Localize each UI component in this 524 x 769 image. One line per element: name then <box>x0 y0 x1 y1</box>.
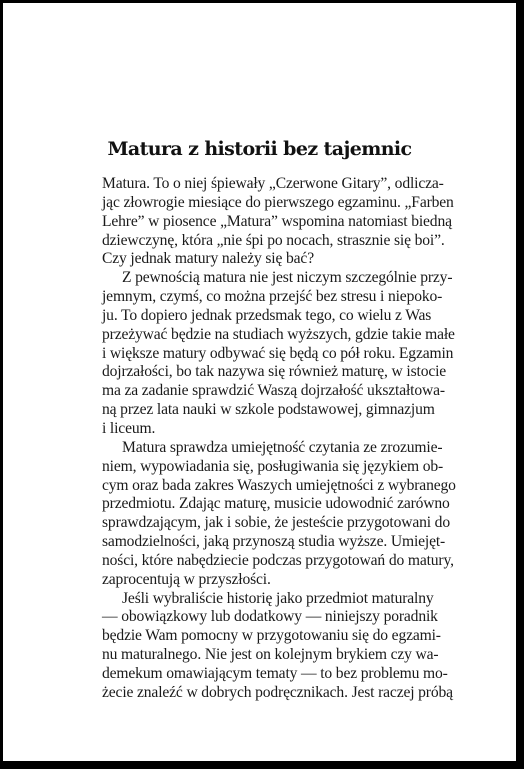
text-line: Jeśli wybraliście historię jako przedmiot maturalny <box>122 589 434 607</box>
text-line: żecie znaleźć w dobrych podręcznikach. Jest raczej próbą <box>102 683 453 701</box>
text-line: Matura. To o niej śpiewały „Czerwone Gitary”, odlicza- <box>102 175 444 192</box>
text-line: jemnym, czymś, co można przejść bez stresu i niepoko- <box>102 288 443 306</box>
text-line: ma za zadanie sprawdzić Waszą dojrzałość ukształtowa- <box>102 382 445 400</box>
text-line: ności, które nabędziecie podczas przygotowań do matury, <box>102 551 454 569</box>
text-line: dziewczynę, która „nie śpi po nocach, strasznie się boi”. <box>102 231 445 249</box>
text-line: Matura sprawdza umiejętność czytania ze zrozumie- <box>122 438 443 456</box>
text-line: zaprocentują w przyszłości. <box>102 570 271 588</box>
text-line: i liceum. <box>102 419 156 437</box>
text-line: niem, wypowiadania się, posługiwania się językiem ob- <box>102 457 444 475</box>
text-line: przeżywać będzie na studiach wyższych, gdzie takie małe <box>102 325 455 343</box>
text-line: ną przez lata nauki w szkole podstawowej, gimnazjum <box>102 401 435 419</box>
text-line: będzie Wam pomocny w przygotowaniu się do egzami- <box>102 627 441 645</box>
text-line: — obowiązkowy lub dodatkowy — niniejszy poradnik <box>102 608 438 626</box>
text-line: dojrzałości, bo tak nazywa się również maturę, w istocie <box>102 363 447 381</box>
paragraph <box>102 175 454 269</box>
paragraph <box>102 438 456 590</box>
chapter-title: Matura z historii bez tajemnic <box>107 138 412 160</box>
paragraph <box>102 269 455 439</box>
book-page <box>3 3 516 761</box>
text-line: Lehre” w piosence „Matura” wspomina natomiast biedną <box>102 212 452 230</box>
text-line: samodzielności, jaką przynoszą studia wyższe. Umiejęt- <box>102 533 446 551</box>
text-line: przedmiotu. Zdając maturę, musicie udowodnić zarówno <box>102 495 450 513</box>
text-line: i większe matury odbywać się będą co pół roku. Egzamin <box>102 344 454 362</box>
paragraph <box>102 589 453 703</box>
body-text <box>102 175 456 703</box>
text-line: demekum omawiającym tematy — to bez problemu mo- <box>102 664 448 682</box>
text-line: cym oraz bada zakres Waszych umiejętności z wybranego <box>102 476 456 494</box>
text-line: Z pewnością matura nie jest niczym szczególnie przy- <box>122 269 453 287</box>
text-line: nu maturalnego. Nie jest on kolejnym brykiem czy wa- <box>102 646 439 664</box>
text-line: sprawdzającym, jak i sobie, że jesteście przygotowani do <box>102 514 450 532</box>
text-line: ju. To dopiero jednak przedsmak tego, co wielu z Was <box>102 306 432 324</box>
text-line: jąc złowrogie miesiące do pierwszego egzaminu. „Farben <box>102 193 454 211</box>
text-line: Czy jednak matury należy się bać? <box>102 250 314 268</box>
